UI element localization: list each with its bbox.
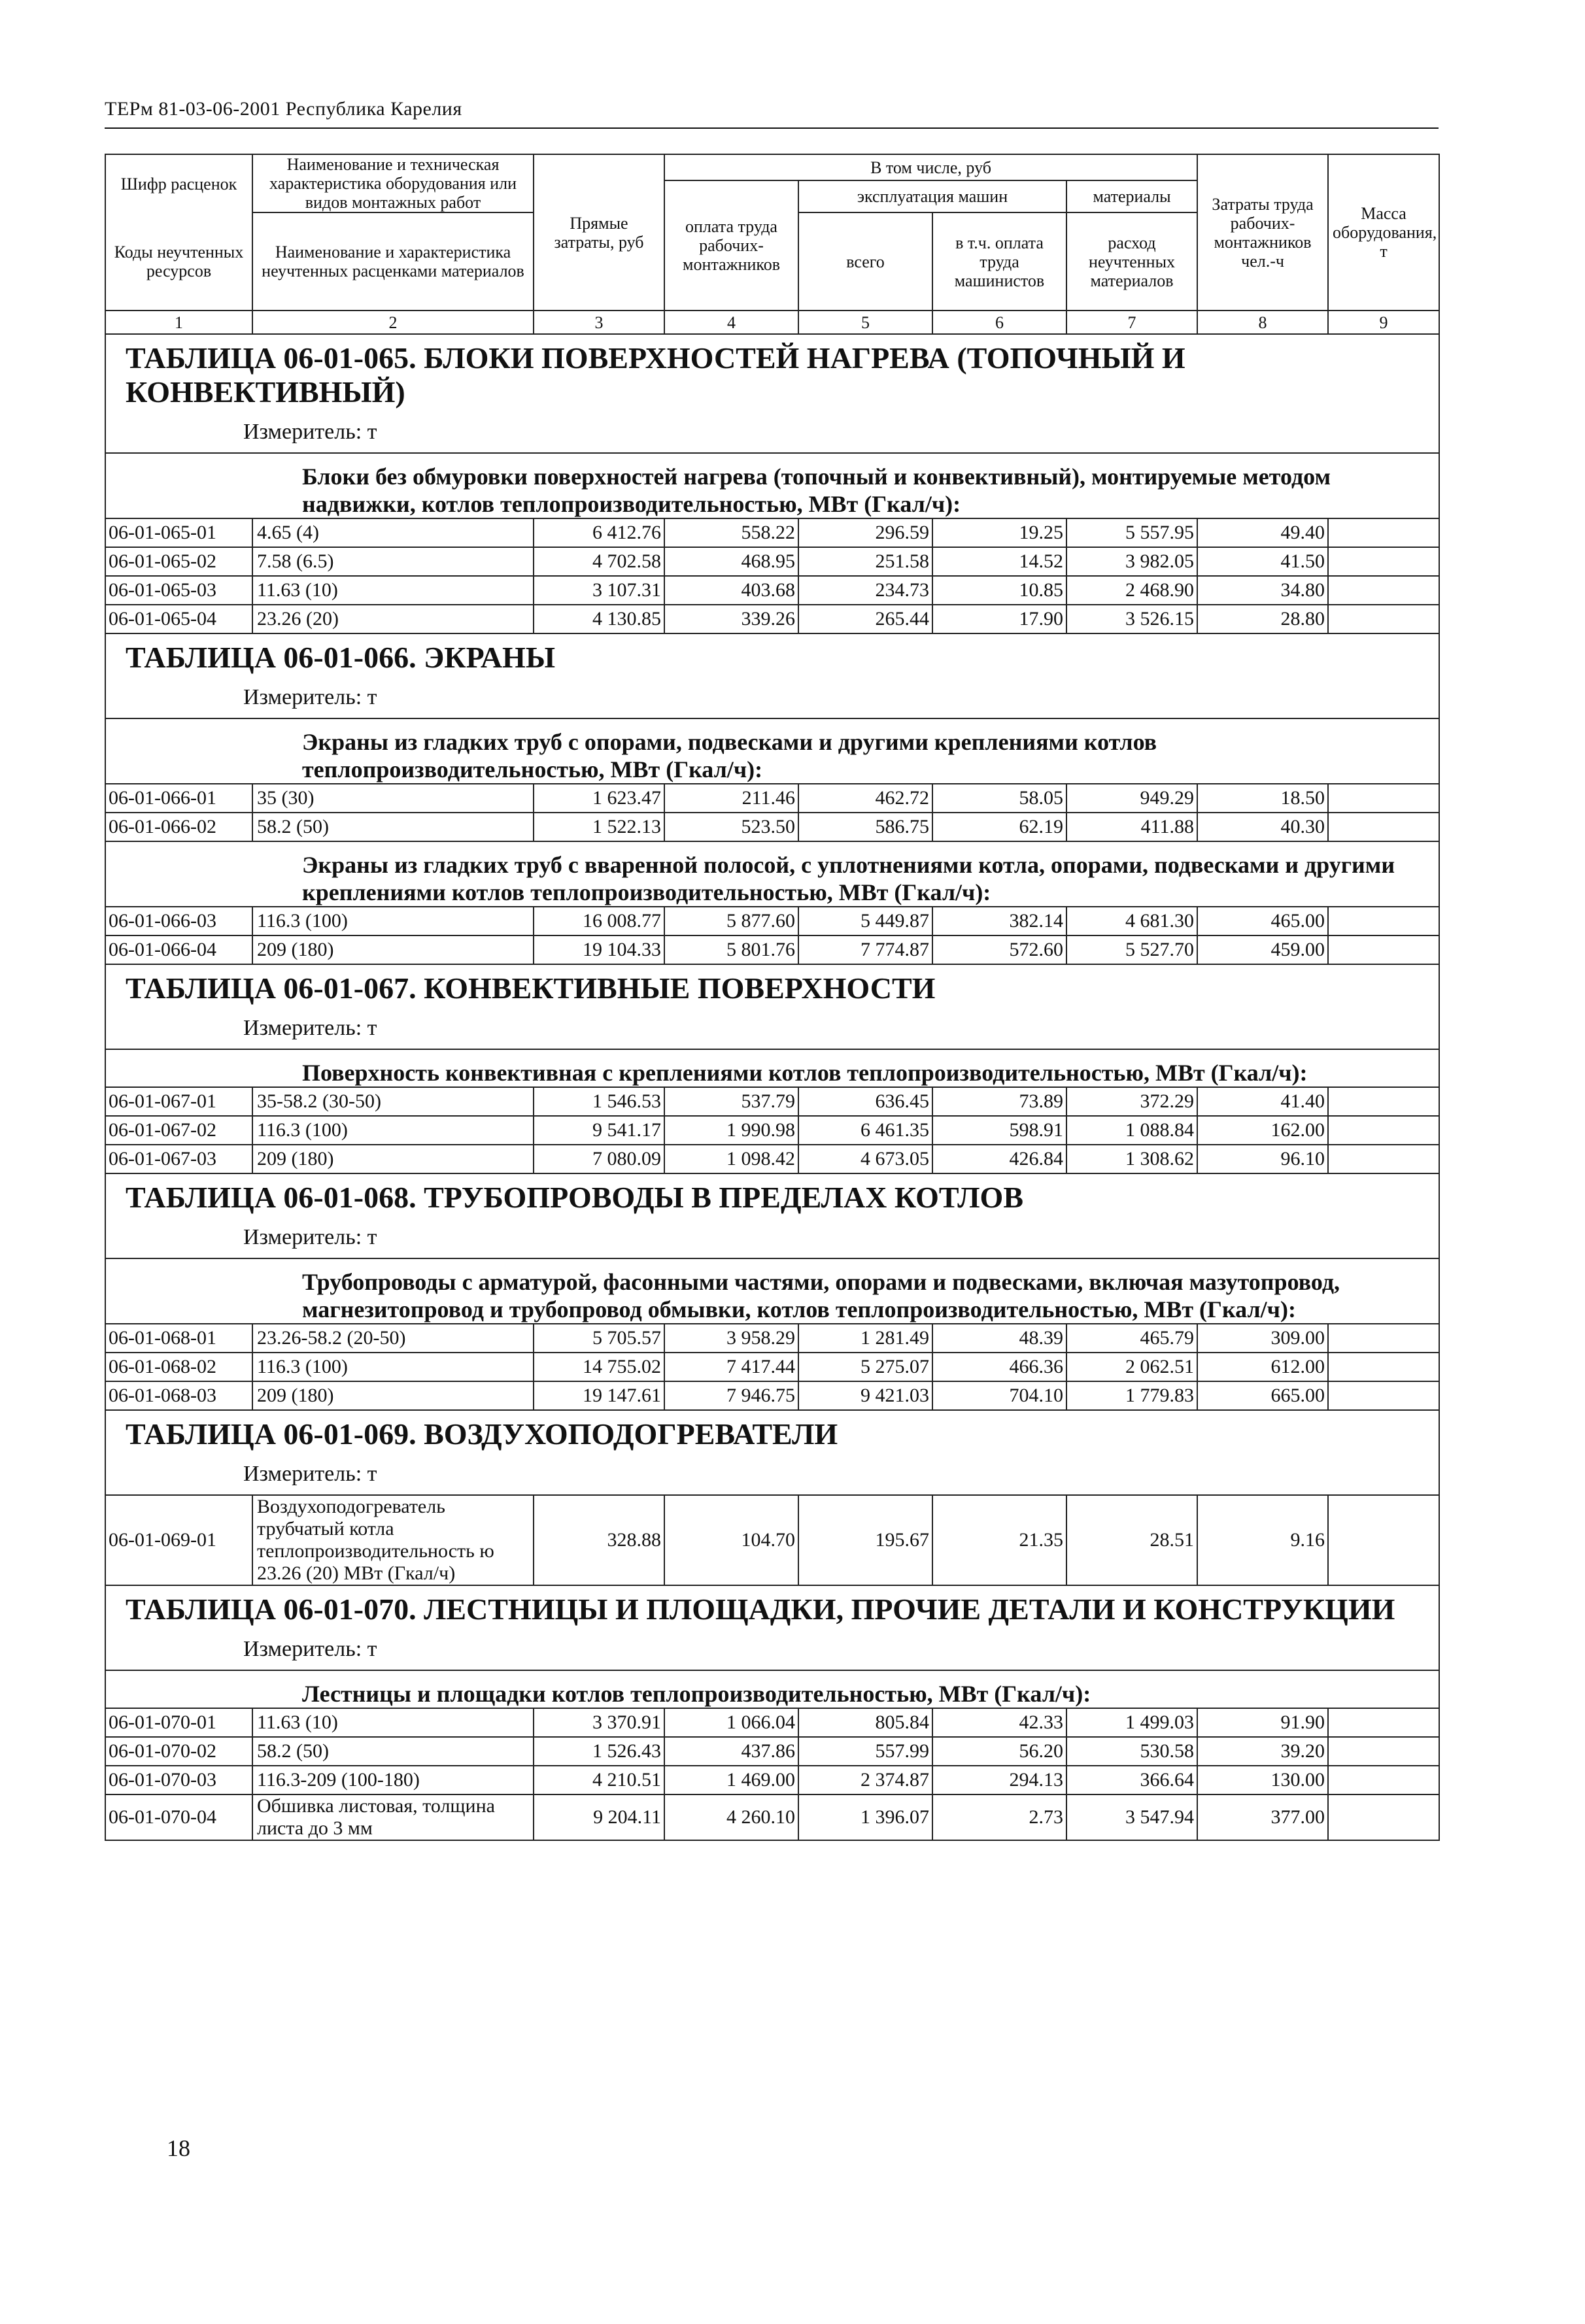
row-direct-costs: 16 008.77	[534, 907, 664, 935]
row-worker-pay: 5 877.60	[664, 907, 798, 935]
group-subtitle-row	[105, 841, 1439, 907]
row-description: 209 (180)	[252, 1381, 534, 1410]
row-materials: 5 557.95	[1066, 518, 1197, 547]
row-machinist-pay: 294.13	[932, 1766, 1066, 1794]
table-body	[105, 334, 1439, 1840]
row-machines-total: 195.67	[798, 1495, 932, 1585]
row-machines-total: 557.99	[798, 1737, 932, 1766]
group-subtitle: Экраны из гладких труб с вваренной полосой, с уплотнениями котла, опорами, подвесками и другими креплениями котлов теплопроизводительностью, МВт (Гкал/ч):	[105, 841, 1439, 907]
row-machines-total: 7 774.87	[798, 935, 932, 964]
row-code: 06-01-068-02	[105, 1353, 252, 1381]
row-code: 06-01-066-04	[105, 935, 252, 964]
section-unit: Измеритель: т	[105, 1012, 1439, 1049]
group-subtitle: Поверхность конвективная с креплениями котлов теплопроизводительностью, МВт (Гкал/ч):	[105, 1049, 1439, 1087]
row-mass	[1328, 1794, 1439, 1840]
row-labor-hours: 28.80	[1197, 605, 1328, 633]
row-materials: 366.64	[1066, 1766, 1197, 1794]
row-machinist-pay: 2.73	[932, 1794, 1066, 1840]
header-rule	[105, 127, 1439, 129]
row-machines-total: 636.45	[798, 1087, 932, 1116]
row-materials: 1 088.84	[1066, 1116, 1197, 1145]
row-machinist-pay: 73.89	[932, 1087, 1066, 1116]
row-materials: 1 499.03	[1066, 1708, 1197, 1737]
row-mass	[1328, 1708, 1439, 1737]
row-mass	[1328, 1495, 1439, 1585]
row-code: 06-01-066-01	[105, 784, 252, 813]
header-group-including: В том числе, руб	[664, 154, 1197, 180]
section-unit-row	[105, 416, 1439, 453]
row-materials: 3 526.15	[1066, 605, 1197, 633]
row-direct-costs: 4 210.51	[534, 1766, 664, 1794]
row-worker-pay: 7 946.75	[664, 1381, 798, 1410]
row-description: 116.3 (100)	[252, 907, 534, 935]
row-machines-total: 1 281.49	[798, 1324, 932, 1353]
row-machinist-pay: 466.36	[932, 1353, 1066, 1381]
row-machinist-pay: 572.60	[932, 935, 1066, 964]
group-subtitle: Экраны из гладких труб с опорами, подвесками и другими креплениями котлов теплопроизводительностью, МВт (Гкал/ч):	[105, 718, 1439, 784]
row-worker-pay: 7 417.44	[664, 1353, 798, 1381]
row-worker-pay: 1 469.00	[664, 1766, 798, 1794]
row-code: 06-01-067-02	[105, 1116, 252, 1145]
row-direct-costs: 1 526.43	[534, 1737, 664, 1766]
row-description: 23.26-58.2 (20-50)	[252, 1324, 534, 1353]
row-materials: 5 527.70	[1066, 935, 1197, 964]
row-machinist-pay: 19.25	[932, 518, 1066, 547]
row-mass	[1328, 1737, 1439, 1766]
row-machines-total: 296.59	[798, 518, 932, 547]
header-direct-costs: Прямые затраты, руб	[534, 154, 664, 311]
row-materials: 411.88	[1066, 813, 1197, 841]
row-materials: 2 062.51	[1066, 1353, 1197, 1381]
row-code: 06-01-068-01	[105, 1324, 252, 1353]
row-description: 116.3 (100)	[252, 1116, 534, 1145]
row-materials: 2 468.90	[1066, 576, 1197, 605]
row-code: 06-01-066-03	[105, 907, 252, 935]
section-unit: Измеритель: т	[105, 681, 1439, 718]
section-title-row	[105, 1585, 1439, 1633]
row-mass	[1328, 935, 1439, 964]
column-number: 5	[798, 311, 932, 334]
table-row	[105, 1708, 1439, 1737]
group-subtitle-row	[105, 718, 1439, 784]
column-number: 3	[534, 311, 664, 334]
row-mass	[1328, 576, 1439, 605]
group-subtitle-row	[105, 453, 1439, 518]
row-worker-pay: 558.22	[664, 518, 798, 547]
row-direct-costs: 9 204.11	[534, 1794, 664, 1840]
table-row	[105, 1145, 1439, 1173]
row-worker-pay: 3 958.29	[664, 1324, 798, 1353]
row-machines-total: 234.73	[798, 576, 932, 605]
row-mass	[1328, 1145, 1439, 1173]
row-machines-total: 586.75	[798, 813, 932, 841]
row-worker-pay: 1 098.42	[664, 1145, 798, 1173]
row-mass	[1328, 605, 1439, 633]
row-description: 116.3 (100)	[252, 1353, 534, 1381]
row-labor-hours: 9.16	[1197, 1495, 1328, 1585]
header-machines-total: всего	[798, 212, 932, 311]
row-materials: 1 308.62	[1066, 1145, 1197, 1173]
table-row	[105, 1116, 1439, 1145]
row-code: 06-01-070-04	[105, 1794, 252, 1840]
row-machines-total: 1 396.07	[798, 1794, 932, 1840]
section-title: ТАБЛИЦА 06-01-068. ТРУБОПРОВОДЫ В ПРЕДЕЛАХ КОТЛОВ	[105, 1173, 1439, 1221]
row-code: 06-01-067-03	[105, 1145, 252, 1173]
row-description: 58.2 (50)	[252, 813, 534, 841]
row-description: 209 (180)	[252, 1145, 534, 1173]
table-row	[105, 907, 1439, 935]
row-machines-total: 5 275.07	[798, 1353, 932, 1381]
section-unit-row	[105, 1458, 1439, 1495]
row-worker-pay: 1 066.04	[664, 1708, 798, 1737]
section-title: ТАБЛИЦА 06-01-070. ЛЕСТНИЦЫ И ПЛОЩАДКИ, ПРОЧИЕ ДЕТАЛИ И КОНСТРУКЦИИ	[105, 1585, 1439, 1633]
section-title: ТАБЛИЦА 06-01-065. БЛОКИ ПОВЕРХНОСТЕЙ НАГРЕВА (ТОПОЧНЫЙ И КОНВЕКТИВНЫЙ)	[105, 334, 1439, 416]
table-row	[105, 813, 1439, 841]
row-direct-costs: 4 702.58	[534, 547, 664, 576]
row-direct-costs: 9 541.17	[534, 1116, 664, 1145]
group-subtitle-row	[105, 1049, 1439, 1087]
row-description: 23.26 (20)	[252, 605, 534, 633]
row-machines-total: 6 461.35	[798, 1116, 932, 1145]
column-number: 6	[932, 311, 1066, 334]
row-materials: 28.51	[1066, 1495, 1197, 1585]
row-materials: 530.58	[1066, 1737, 1197, 1766]
table-row	[105, 1324, 1439, 1353]
row-description: 58.2 (50)	[252, 1737, 534, 1766]
row-direct-costs: 1 623.47	[534, 784, 664, 813]
row-machinist-pay: 10.85	[932, 576, 1066, 605]
column-number: 2	[252, 311, 534, 334]
row-materials: 3 547.94	[1066, 1794, 1197, 1840]
row-description: 7.58 (6.5)	[252, 547, 534, 576]
table-row	[105, 1353, 1439, 1381]
running-header: ТЕРм 81-03-06-2001 Республика Карелия	[105, 98, 462, 120]
table-row	[105, 1766, 1439, 1794]
row-labor-hours: 91.90	[1197, 1708, 1328, 1737]
row-labor-hours: 309.00	[1197, 1324, 1328, 1353]
row-code: 06-01-070-02	[105, 1737, 252, 1766]
row-description: 11.63 (10)	[252, 576, 534, 605]
row-description: 11.63 (10)	[252, 1708, 534, 1737]
row-materials: 3 982.05	[1066, 547, 1197, 576]
row-direct-costs: 1 546.53	[534, 1087, 664, 1116]
row-mass	[1328, 1381, 1439, 1410]
row-machines-total: 462.72	[798, 784, 932, 813]
row-machines-total: 9 421.03	[798, 1381, 932, 1410]
row-worker-pay: 403.68	[664, 576, 798, 605]
section-unit-row	[105, 1221, 1439, 1258]
table-row	[105, 576, 1439, 605]
header-materials-name: Наименование и характеристика неучтенных расценками материалов	[252, 212, 534, 311]
row-labor-hours: 162.00	[1197, 1116, 1328, 1145]
row-machines-total: 251.58	[798, 547, 932, 576]
row-labor-hours: 459.00	[1197, 935, 1328, 964]
row-materials: 372.29	[1066, 1087, 1197, 1116]
row-labor-hours: 18.50	[1197, 784, 1328, 813]
section-title: ТАБЛИЦА 06-01-067. КОНВЕКТИВНЫЕ ПОВЕРХНОСТИ	[105, 964, 1439, 1012]
group-subtitle-row	[105, 1670, 1439, 1708]
table-row	[105, 1794, 1439, 1840]
row-code: 06-01-068-03	[105, 1381, 252, 1410]
row-labor-hours: 665.00	[1197, 1381, 1328, 1410]
table-header	[105, 154, 1439, 334]
section-unit: Измеритель: т	[105, 1221, 1439, 1258]
row-labor-hours: 612.00	[1197, 1353, 1328, 1381]
row-machinist-pay: 426.84	[932, 1145, 1066, 1173]
row-machinist-pay: 17.90	[932, 605, 1066, 633]
section-unit: Измеритель: т	[105, 416, 1439, 453]
section-unit-row	[105, 681, 1439, 718]
row-machinist-pay: 704.10	[932, 1381, 1066, 1410]
table-row	[105, 605, 1439, 633]
row-worker-pay: 1 990.98	[664, 1116, 798, 1145]
row-machines-total: 5 449.87	[798, 907, 932, 935]
row-direct-costs: 3 107.31	[534, 576, 664, 605]
row-worker-pay: 211.46	[664, 784, 798, 813]
row-direct-costs: 7 080.09	[534, 1145, 664, 1173]
row-direct-costs: 6 412.76	[534, 518, 664, 547]
section-title: ТАБЛИЦА 06-01-066. ЭКРАНЫ	[105, 633, 1439, 681]
row-mass	[1328, 907, 1439, 935]
column-number: 8	[1197, 311, 1328, 334]
header-unaccounted-materials: расход неучтенных материалов	[1066, 212, 1197, 311]
section-unit: Измеритель: т	[105, 1458, 1439, 1495]
row-mass	[1328, 784, 1439, 813]
row-labor-hours: 41.40	[1197, 1087, 1328, 1116]
row-materials: 949.29	[1066, 784, 1197, 813]
row-direct-costs: 5 705.57	[534, 1324, 664, 1353]
row-labor-hours: 377.00	[1197, 1794, 1328, 1840]
row-labor-hours: 41.50	[1197, 547, 1328, 576]
row-direct-costs: 19 104.33	[534, 935, 664, 964]
row-worker-pay: 537.79	[664, 1087, 798, 1116]
row-direct-costs: 1 522.13	[534, 813, 664, 841]
row-description: Воздухоподогреватель трубчатый котла теплопроизводительность ю 23.26 (20) МВт (Гкал/ч)	[252, 1495, 534, 1585]
row-machinist-pay: 382.14	[932, 907, 1066, 935]
row-machinist-pay: 48.39	[932, 1324, 1066, 1353]
section-title-row	[105, 1173, 1439, 1221]
row-description: 209 (180)	[252, 935, 534, 964]
header-mass: Масса оборудования, т	[1328, 154, 1439, 311]
table-row	[105, 1737, 1439, 1766]
header-code: Шифр расценок	[105, 154, 252, 212]
header-materials-group: материалы	[1066, 180, 1197, 212]
price-table	[105, 154, 1440, 1841]
row-worker-pay: 523.50	[664, 813, 798, 841]
column-number: 9	[1328, 311, 1439, 334]
row-direct-costs: 3 370.91	[534, 1708, 664, 1737]
section-unit-row	[105, 1012, 1439, 1049]
table-row	[105, 1381, 1439, 1410]
table-row	[105, 784, 1439, 813]
group-subtitle: Лестницы и площадки котлов теплопроизводительностью, МВт (Гкал/ч):	[105, 1670, 1439, 1708]
row-labor-hours: 49.40	[1197, 518, 1328, 547]
row-code: 06-01-066-02	[105, 813, 252, 841]
table-row	[105, 1087, 1439, 1116]
header-resource-codes: Коды неучтенных ресурсов	[105, 212, 252, 311]
section-title-row	[105, 1410, 1439, 1458]
row-direct-costs: 4 130.85	[534, 605, 664, 633]
section-unit-row	[105, 1633, 1439, 1670]
row-machinist-pay: 21.35	[932, 1495, 1066, 1585]
row-worker-pay: 5 801.76	[664, 935, 798, 964]
page-number: 18	[167, 2135, 190, 2161]
row-description: 4.65 (4)	[252, 518, 534, 547]
price-table-page	[105, 154, 1439, 1841]
section-title: ТАБЛИЦА 06-01-069. ВОЗДУХОПОДОГРЕВАТЕЛИ	[105, 1410, 1439, 1458]
column-number: 7	[1066, 311, 1197, 334]
row-materials: 465.79	[1066, 1324, 1197, 1353]
header-worker-pay: оплата труда рабочих-монтажников	[664, 180, 798, 311]
row-machinist-pay: 42.33	[932, 1708, 1066, 1737]
row-worker-pay: 437.86	[664, 1737, 798, 1766]
row-machines-total: 265.44	[798, 605, 932, 633]
row-direct-costs: 328.88	[534, 1495, 664, 1585]
row-worker-pay: 4 260.10	[664, 1794, 798, 1840]
row-machinist-pay: 14.52	[932, 547, 1066, 576]
row-code: 06-01-069-01	[105, 1495, 252, 1585]
row-description: 35-58.2 (30-50)	[252, 1087, 534, 1116]
section-title-row	[105, 334, 1439, 416]
header-column-numbers	[105, 311, 1439, 334]
row-machinist-pay: 62.19	[932, 813, 1066, 841]
row-worker-pay: 468.95	[664, 547, 798, 576]
row-worker-pay: 104.70	[664, 1495, 798, 1585]
row-direct-costs: 19 147.61	[534, 1381, 664, 1410]
group-subtitle-row	[105, 1258, 1439, 1324]
row-description: 116.3-209 (100-180)	[252, 1766, 534, 1794]
row-mass	[1328, 1087, 1439, 1116]
row-machines-total: 2 374.87	[798, 1766, 932, 1794]
table-row	[105, 935, 1439, 964]
table-row	[105, 518, 1439, 547]
table-row	[105, 1495, 1439, 1585]
group-subtitle: Трубопроводы с арматурой, фасонными частями, опорами и подвесками, включая мазутопровод, магнезитопровод и трубопровод обмывки, котлов теплопроизводительностью, МВт (Гкал/ч):	[105, 1258, 1439, 1324]
row-code: 06-01-067-01	[105, 1087, 252, 1116]
column-number: 4	[664, 311, 798, 334]
row-code: 06-01-065-01	[105, 518, 252, 547]
row-code: 06-01-065-04	[105, 605, 252, 633]
column-number: 1	[105, 311, 252, 334]
row-machines-total: 805.84	[798, 1708, 932, 1737]
row-mass	[1328, 518, 1439, 547]
row-materials: 1 779.83	[1066, 1381, 1197, 1410]
row-machines-total: 4 673.05	[798, 1145, 932, 1173]
section-title-row	[105, 964, 1439, 1012]
row-code: 06-01-070-03	[105, 1766, 252, 1794]
row-mass	[1328, 1324, 1439, 1353]
table-row	[105, 547, 1439, 576]
row-machinist-pay: 56.20	[932, 1737, 1066, 1766]
header-machinist-pay: в т.ч. оплата труда машинистов	[932, 212, 1066, 311]
section-unit: Измеритель: т	[105, 1633, 1439, 1670]
header-labor-hours: Затраты труда рабочих-монтажников чел.-ч	[1197, 154, 1328, 311]
row-labor-hours: 34.80	[1197, 576, 1328, 605]
row-mass	[1328, 547, 1439, 576]
row-description: 35 (30)	[252, 784, 534, 813]
row-description: Обшивка листовая, толщина листа до 3 мм	[252, 1794, 534, 1840]
row-labor-hours: 40.30	[1197, 813, 1328, 841]
section-title-row	[105, 633, 1439, 681]
row-code: 06-01-070-01	[105, 1708, 252, 1737]
row-mass	[1328, 813, 1439, 841]
row-materials: 4 681.30	[1066, 907, 1197, 935]
row-mass	[1328, 1766, 1439, 1794]
row-machinist-pay: 598.91	[932, 1116, 1066, 1145]
row-mass	[1328, 1353, 1439, 1381]
header-machines-group: эксплуатация машин	[798, 180, 1066, 212]
row-code: 06-01-065-03	[105, 576, 252, 605]
header-name: Наименование и техническая характеристика оборудования или видов монтажных работ	[252, 154, 534, 212]
row-labor-hours: 39.20	[1197, 1737, 1328, 1766]
row-labor-hours: 96.10	[1197, 1145, 1328, 1173]
row-code: 06-01-065-02	[105, 547, 252, 576]
row-mass	[1328, 1116, 1439, 1145]
row-direct-costs: 14 755.02	[534, 1353, 664, 1381]
row-machinist-pay: 58.05	[932, 784, 1066, 813]
row-labor-hours: 465.00	[1197, 907, 1328, 935]
row-worker-pay: 339.26	[664, 605, 798, 633]
row-labor-hours: 130.00	[1197, 1766, 1328, 1794]
group-subtitle: Блоки без обмуровки поверхностей нагрева (топочный и конвективный), монтируемые методом надвижки, котлов теплопроизводительностью, МВт (Гкал/ч):	[105, 453, 1439, 518]
